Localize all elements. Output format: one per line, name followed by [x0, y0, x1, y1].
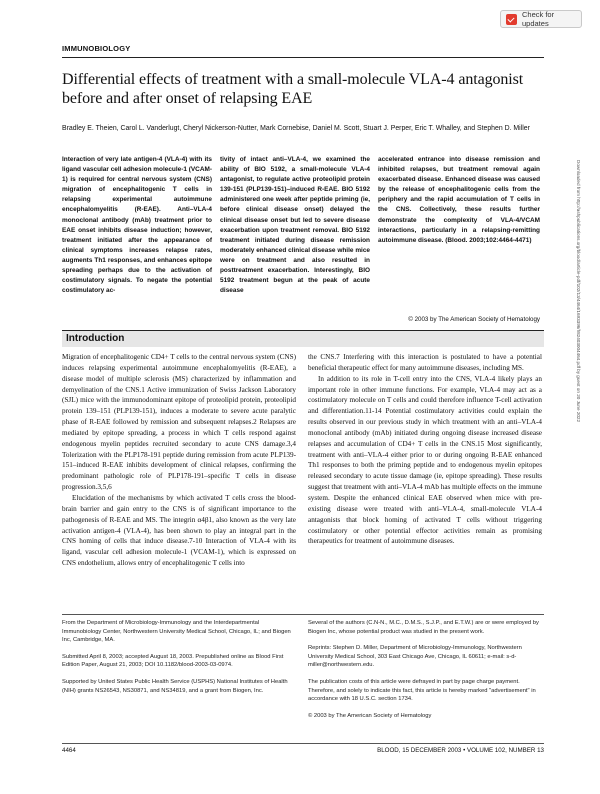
- submission-note: Submitted April 8, 2003; accepted August 18, 2003. Prepublished online as Blood First Edition Paper, August 21, 2003; DOI 10.1182/blood-2003-03-0974.: [62, 653, 284, 669]
- introduction-heading: Introduction: [66, 333, 125, 344]
- affiliation-note: From the Department of Microbiology-Immunology and the Interdepartmental Immunobiology Center, Northwestern University Medical School, Chicago, IL; and Biogen Inc, Cambridge, MA.: [62, 620, 291, 644]
- intro-column-left: [62, 352, 296, 569]
- header-divider: [62, 57, 544, 58]
- publication-cost-note: The publication costs of this article were defrayed in part by page charge payment. Therefore, and solely to indicate this fact, this article is hereby marked "advertisement" in accordance with 18 U.S.C. section 1734.: [308, 678, 536, 703]
- check-for-updates-button[interactable]: [500, 10, 582, 28]
- competing-interest-note: Several of the authors (C.N-N., M.C., D.M.S., S.J.P., and E.T.W.) are or were employed by Biogen Inc, whose potential product was studied in the present work.: [308, 620, 539, 635]
- footnote-divider: [62, 614, 544, 615]
- download-watermark: Downloaded from http://ashpublications.org/blood/article-pdf/102/13/4464/1693396/h82403004464.pdf by guest on 20 June 2022: [576, 160, 581, 423]
- intro-paragraph: the CNS.7 Interfering with this interaction is postulated to have a potential beneficial therapeutic effect for many autoimmune diseases, including MS.: [308, 353, 542, 372]
- checkmark-icon: [506, 14, 517, 25]
- footnotes-left: [62, 619, 296, 695]
- footnote-copyright: © 2003 by The American Society of Hematology: [308, 712, 432, 719]
- abstract-column-1: Interaction of very late antigen-4 (VLA-4) with its ligand vascular cell adhesion molecule-1 (VCAM-1) is required for central nervous system (CNS) migration of encephalitogenic T cells in relapsing experimental autoimmune encephalomyelitis (R-EAE). Anti–VLA-4 monoclonal antibody (mAb) treatment prior to EAE onset inhibits disease induction; however, treatment initiated after the appearance of clinical symptoms increases relapse rates, augments Th1 responses, and enhances epitope spreading perhaps due to the activation of costimulatory signals. To negate the potential costimulatory ac-: [62, 156, 212, 295]
- footnotes-right: [308, 619, 542, 720]
- intro-paragraph: In addition to its role in T-cell entry into the CNS, VLA-4 likely plays an important role in other immune functions. For example, VLA-4 may act as a costimulatory molecule on T cells and could therefore influence T-cell activation and differentiation.11-14 Potential costimulatory activities could explain the results observed in our previous study in which treatment with an anti–VLA-4 monoclonal antibody (mAb) initiated during ongoing disease increased disease relapses and accumulation of CD4+ T cells in the CNS.15 Most significantly, treatment with anti–VLA-4 either prior to or during ongoing R-EAE enhanced Th1 responses to both the priming peptide and to endogenous myelin epitopes released secondary to acute tissue damage (ie, epitope spreading). These results suggest that treatment with anti–VLA-4 mAb has multiple effects on the immune system. Despite the enhanced clinical EAE observed when mice with pre-existing disease were treated with anti–VLA-4, small-molecule VLA-4 antagonists that block homing of activated T cells without triggering costimulatory or other potential effector activities remain as promising therapeutics for treatment of autoimmune diseases.: [308, 374, 542, 546]
- check-for-updates-label: Check for updates: [522, 10, 555, 28]
- journal-citation: BLOOD, 15 DECEMBER 2003 • VOLUME 102, NUMBER 13: [377, 747, 544, 754]
- footer-divider: [62, 743, 544, 744]
- funding-note: Supported by United States Public Health Service (USPHS) National Institutes of Health (NIH) grants NS26543, NS30871, and NS34819, and a grant from Biogen, Inc.: [62, 678, 288, 694]
- section-label: IMMUNOBIOLOGY: [62, 44, 131, 53]
- intro-paragraph: Migration of encephalitogenic CD4+ T cells to the central nervous system (CNS) induces relapsing experimental autoimmune encephalomyelitis (R-EAE), a disease model of multiple sclerosis (MS) characterized by inflammation and demyelination of the CNS.1 Active immunization of Swiss Jackson Laboratory (SJL) mice with the immunodominant epitope of proteolipid protein, proteolipid protein 139–151 (PLP139-151), induces a moderate to severe acute paralytic phase of R-EAE followed by remission and subsequent relapses.2 Relapses are mediated by epitope spreading, a process in which T cells respond against endogenous myelin peptides recruited secondary to acute CNS damage.3,4 Tolerization with the PLP178-191 peptide during remission from acute PLP139-151–induced R-EAE inhibits development of clinical relapses, confirming the predominant pathologic role of PLP178-191–specific T cells in disease progression.3,5,6: [62, 353, 296, 492]
- page-number: 4464: [62, 747, 76, 754]
- abstract-column-3: accelerated entrance into disease remission and inhibited relapses, but treatment removal again exacerbated disease. Enhanced disease was caused by the release of encephalitogenic cells from the periphery and the rapid accumulation of T cells in the CNS. Collectively, these results further demonstrate the complexity of VLA-4/VCAM interactions, particularly in a relapsing-remitting autoimmune disease. (Blood. 2003;102:4464-4471): [378, 156, 540, 244]
- article-title: Differential effects of treatment with a small-molecule VLA-4 antagonist before and after onset of relapsing EAE: [62, 71, 524, 107]
- abstract-copyright: © 2003 by The American Society of Hematology: [408, 316, 540, 323]
- author-list: Bradley E. Theien, Carol L. Vanderlugt, Cheryl Nickerson-Nutter, Mark Cornebise, Daniel M. Scott, Stuart J. Perper, Eric T. Whalley, and Stephen D. Miller: [62, 125, 530, 132]
- reprints-note: Reprints: Stephen D. Miller, Department of Microbiology-Immunology, Northwestern University Medical School, 303 East Chicago Ave, Chicago, IL 60611; e-mail: s-d-miller@northwestern.edu.: [308, 645, 522, 669]
- section-heading-bar: [62, 330, 544, 347]
- intro-column-right: [308, 352, 542, 547]
- abstract-column-2: tivity of intact anti–VLA-4, we examined the ability of BIO 5192, a small-molecule VLA-4 antagonist, to regulate active proteolipid protein 139-151 (PLP139-151)–induced R-EAE. BIO 5192 administered one week after peptide priming (ie, before clinical disease onset) delayed the clinical disease onset but led to severe disease exacerbation upon treatment removal. BIO 5192 treatment initiated during disease remission moderately enhanced clinical disease while mice were on treatment and also resulted in posttreatment exacerbation. Interestingly, BIO 5192 treatment begun at the peak of acute disease: [220, 156, 370, 295]
- intro-paragraph: Elucidation of the mechanisms by which activated T cells cross the blood-brain barrier and gain entry to the CNS is of significant importance to the pathogenesis of R-EAE and MS. The integrin α4β1, also known as the very late activation antigen-4 (VLA-4), has been shown to play an integral part in the CNS homing of cells that induce disease.7-10 Interaction of VLA-4 with its ligand, vascular cell adhesion molecule-1 (VCAM-1), which is expressed on CNS endothelium, allows entry of encephalitogenic T cells into: [62, 493, 296, 568]
